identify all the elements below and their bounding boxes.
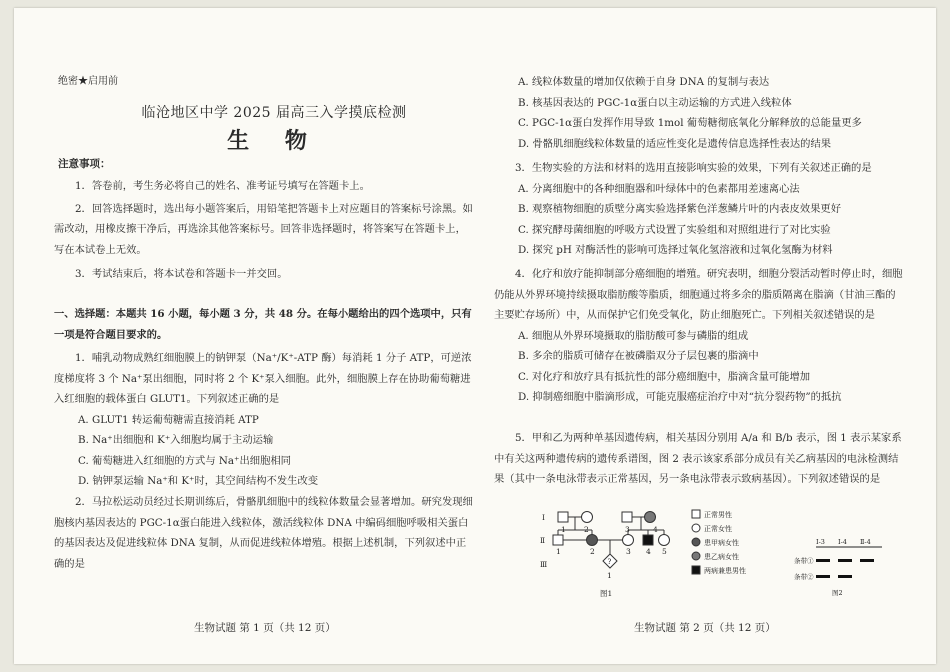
notice-list xyxy=(54,176,474,285)
band-i4-1 xyxy=(838,559,852,562)
question-stem: 3．生物实验的方法和材料的选用直接影响实验的效果，下列有关叙述正确的是 xyxy=(515,162,872,174)
legend-disease-a-female-symbol xyxy=(692,538,700,546)
option: A. GLUT1 转运葡萄糖需直接消耗 ATP xyxy=(78,413,259,426)
option: D. 探究 pH 对酶活性的影响可选择过氧化氢溶液和过氧化氢酶为材料 xyxy=(518,244,833,256)
pedigree-ii2-female xyxy=(587,535,598,546)
exam-title: 临沧地区中学 2025 届高三入学摸底检测 xyxy=(141,105,407,121)
generation-label: Ⅱ xyxy=(540,536,546,545)
band-label: 条带① xyxy=(794,557,814,565)
notice-heading: 注意事项： xyxy=(58,158,111,170)
fig1-caption: 图1 xyxy=(600,589,613,598)
option: B. Na⁺出细胞和 K⁺入细胞均属于主动运输 xyxy=(78,434,274,446)
question-stem: 1．哺乳动物成熟红细胞膜上的钠钾泵（Na⁺/K⁺-ATP 酶）每消耗 1 分子 ATP，可逆浓度梯度将 3 个 Na⁺泵出细胞，同时将 2 个 K⁺泵入细胞。此外，细胞膜上存在协助葡萄糖进入红细胞的载体蛋白 GLUT1。下列叙述正确的是 xyxy=(54,352,472,405)
band-i4-2 xyxy=(838,575,852,578)
pedigree-ii5-female xyxy=(659,535,670,546)
legend-disease-b-female-symbol xyxy=(692,552,700,560)
exam-sheet xyxy=(14,8,936,664)
legend-normal-female-symbol xyxy=(692,524,700,532)
fig2-caption: 图2 xyxy=(832,589,843,597)
question-mark: ? xyxy=(607,558,612,566)
legend-both-male-symbol xyxy=(692,566,700,574)
pedigree-ii3-female xyxy=(623,535,634,546)
legend-label: 正常女性 xyxy=(704,525,732,533)
pedigree-number: 2 xyxy=(590,547,595,556)
option: A. 分离细胞中的各种细胞器和叶绿体中的色素都用差速离心法 xyxy=(518,182,800,195)
legend-normal-male-symbol xyxy=(692,510,700,518)
option: A. 线粒体数量的增加仅依赖于自身 DNA 的复制与表达 xyxy=(518,76,770,88)
pedigree-number: 3 xyxy=(625,525,630,534)
question-2-options xyxy=(494,72,904,154)
option: A. 细胞从外界环境摄取的脂肪酸可参与磷脂的组成 xyxy=(518,329,749,342)
left-footer: 生物试题 第 1 页（共 12 页） xyxy=(194,622,336,634)
question-2 xyxy=(54,492,474,574)
pedigree-i4-female xyxy=(645,512,656,523)
subject-title: 生 物 xyxy=(227,128,321,154)
question-4 xyxy=(494,264,904,408)
notice-item: 1．答卷前，考生务必将自己的姓名、准考证号填写在答题卡上。 xyxy=(75,180,370,192)
legend-label: 正常男性 xyxy=(704,511,732,519)
pedigree-number: 4 xyxy=(653,525,658,534)
generation-label: Ⅲ xyxy=(540,560,548,569)
option: C. 对化疗和放疗具有抵抗性的部分癌细胞中，脂滴含量可能增加 xyxy=(518,370,811,383)
pedigree-number: 5 xyxy=(662,547,667,556)
pedigree-number: 3 xyxy=(626,547,631,556)
question-1 xyxy=(54,348,474,492)
question-stem: 5．甲和乙为两种单基因遗传病，相关基因分别用 A/a 和 B/b 表示，图 1 表示某家系中有关这两种遗传病的遗传系谱图，图 2 表示该家系部分成员有关乙病基因的电泳检测结果（其中一条电泳带表示正常基因，另一条电泳带表示致病基因）。下列叙述错误的是 xyxy=(494,432,902,485)
band-label: 条带② xyxy=(794,573,814,581)
confidential-label: 绝密★启用前 xyxy=(58,76,118,87)
legend-label: 患甲病女性 xyxy=(704,539,739,547)
notice-item: 2．回答选择题时，选出每小题答案后，用铅笔把答题卡上对应题目的答案标号涂黑。如需改动，用橡皮擦干净后，再选涂其他答案标号。回答非选择题时，将答案写在答题卡上，写在本试卷上无效。 xyxy=(54,202,473,256)
option: C. PGC-1α蛋白发挥作用导致 1mol 葡萄糖彻底氧化分解释放的总能量更多 xyxy=(518,117,862,129)
notice-item: 3．考试结束后，将本试卷和答题卡一并交回。 xyxy=(75,268,288,280)
section-heading: 一、选择题：本题共 16 小题，每小题 3 分，共 48 分。在每小题给出的四个选项中，只有一项是符合题目要求的。 xyxy=(54,308,472,341)
option: B. 观察植物细胞的质壁分离实验选择紫色洋葱鳞片叶的内表皮效果更好 xyxy=(518,203,842,215)
pedigree-ii4-male xyxy=(643,535,653,545)
option: C. 葡萄糖进入红细胞的方式与 Na⁺出细胞相同 xyxy=(78,454,291,467)
option: B. 核基因表达的 PGC-1α蛋白以主动运输的方式进入线粒体 xyxy=(518,96,792,109)
question-3 xyxy=(494,158,904,261)
option: D. 骨骼肌细胞线粒体数量的适应性变化是遗传信息选择性表达的结果 xyxy=(518,137,832,150)
option: D. 钠钾泵运输 Na⁺和 K⁺时，其空间结构不发生改变 xyxy=(78,475,319,487)
band-i3-2 xyxy=(816,575,830,578)
right-footer: 生物试题 第 2 页（共 12 页） xyxy=(634,622,776,634)
pedigree-i2-female xyxy=(582,512,593,523)
pedigree-number: 4 xyxy=(646,547,651,556)
pedigree-number: 1 xyxy=(607,571,612,580)
option: B. 多余的脂质可储存在被磷脂双分子层包裹的脂滴中 xyxy=(518,350,759,362)
electrophoresis-figure xyxy=(794,536,890,598)
pedigree-figure xyxy=(540,504,790,600)
lane-label: Ⅰ-4 xyxy=(838,538,847,546)
lane-label: Ⅰ-3 xyxy=(816,538,825,546)
pedigree-i3-male xyxy=(622,512,632,522)
band-ii4-1 xyxy=(860,559,874,562)
band-i3-1 xyxy=(816,559,830,562)
option: C. 探究酵母菌细胞的呼吸方式设置了实验组和对照组进行了对比实验 xyxy=(518,223,831,236)
pedigree-i1-male xyxy=(558,512,568,522)
pedigree-number: 1 xyxy=(561,525,566,534)
pedigree-number: 1 xyxy=(556,547,561,556)
question-5 xyxy=(494,428,904,490)
question-stem: 2．马拉松运动员经过长期训练后，骨骼肌细胞中的线粒体数量会显著增加。研究发现细胞核内基因表达的 PGC-1α蛋白能进入线粒体，激活线粒体 DNA 中编码细胞呼吸相关蛋白的基因表达及促进线粒体 DNA 复制，从而促进线粒体增殖。根据上述机制，下列叙述中正确的是 xyxy=(54,496,473,570)
pedigree-ii1-male xyxy=(553,535,563,545)
question-stem: 4．化疗和放疗能抑制部分癌细胞的增殖。研究表明，细胞分裂活动暂时停止时，细胞仍能从外界环境持续摄取脂肪酸等脂质，细胞通过将多余的脂质隔离在脂滴（甘油三酯的主要贮存场所）中，从而保护它们免受氧化，防止细胞死亡。下列相关叙述错误的是 xyxy=(494,268,903,321)
pedigree-number: 2 xyxy=(584,525,589,534)
lane-label: Ⅱ-4 xyxy=(860,538,871,546)
generation-label: Ⅰ xyxy=(542,513,545,522)
legend-label: 患乙病女性 xyxy=(704,553,739,561)
option: D. 抑制癌细胞中脂滴形成，可能克服癌症治疗中对“抗分裂药物”的抵抗 xyxy=(518,391,842,403)
legend-label: 两病兼患男性 xyxy=(704,567,746,575)
